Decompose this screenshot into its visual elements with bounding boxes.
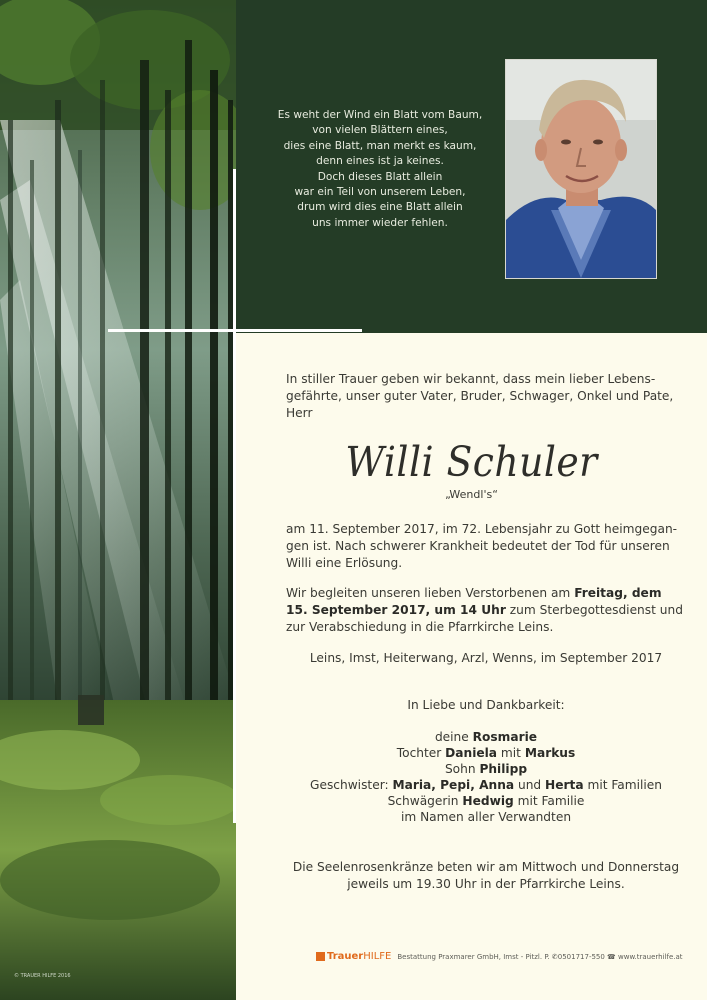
mourner-text: mit Familie <box>513 794 585 808</box>
funeral-date-bold: 15. September 2017, um 14 Uhr <box>286 603 506 617</box>
mourner-text: Tochter <box>396 746 446 760</box>
portrait-photo <box>505 59 657 279</box>
poem-line: war ein Teil von unserem Leben, <box>294 186 466 199</box>
mourner-name: Rosmarie <box>472 730 538 744</box>
footer <box>316 951 683 962</box>
death-line: Willi eine Erlösung. <box>286 556 403 570</box>
funeral-text-part: Wir begleiten unseren lieben Verstorbenen am <box>286 586 575 600</box>
mourner-text: Geschwister: <box>310 778 393 792</box>
funeral-line: zur Verabschiedung in die Pfarrkirche Leins. <box>286 620 554 634</box>
poem-line: uns immer wieder fehlen. <box>312 216 448 229</box>
death-line: gen ist. Nach schwerer Krankheit bedeutet der Tod für unseren <box>286 539 670 553</box>
poem-line: Es weht der Wind ein Blatt vom Baum, <box>277 109 483 121</box>
mourner-line: im Namen aller Verwandten <box>400 810 572 824</box>
places-line: Leins, Imst, Heiterwang, Arzl, Wenns, im September 2017 <box>309 651 663 665</box>
mourner-text: Schwägerin <box>387 794 463 808</box>
funeral-date-bold: Freitag, dem <box>574 586 662 600</box>
mourner-text: mit <box>497 746 525 760</box>
forest-photo <box>0 0 236 1000</box>
rosary-text <box>286 859 686 893</box>
mourner-name: Daniela <box>445 746 498 760</box>
trauerhilfe-logo-text <box>327 951 391 962</box>
poem-line: dies eine Blatt, man merkt es kaum, <box>283 139 477 152</box>
mourner-line <box>286 777 686 793</box>
poem-line: von vielen Blättern eines, <box>312 124 448 137</box>
mourner-line <box>286 761 686 777</box>
mourner-text: mit Familien <box>583 778 662 792</box>
announcement-line: Herr <box>286 406 313 420</box>
funeral-line <box>286 602 686 619</box>
mourner-line <box>286 745 686 761</box>
poem-line: drum wird dies eine Blatt allein <box>297 201 463 214</box>
mourner-name: Maria, Pepi, Anna <box>392 778 515 792</box>
logo-text-a: Trauer <box>327 951 364 962</box>
mourner-text: und <box>514 778 546 792</box>
image-credit: © TRAUER HILFE 2016 <box>14 973 71 979</box>
funeral-line <box>286 585 686 602</box>
mourner-name: Philipp <box>479 762 528 776</box>
mourner-text: Sohn <box>444 762 480 776</box>
death-text <box>286 521 686 572</box>
mourner-line <box>286 729 686 745</box>
announcement-line: gefährte, unser guter Vater, Bruder, Schwager, Onkel und Pate, <box>286 389 674 403</box>
mourner-name: Hedwig <box>462 794 514 808</box>
funeral-text <box>286 585 686 636</box>
signoff: In Liebe und Dankbarkeit: <box>407 698 565 712</box>
poem-line: Doch dieses Blatt allein <box>317 170 443 183</box>
deceased-nickname: „Wendl's“ <box>445 488 498 501</box>
funeral-text-part: zum Sterbegottesdienst und <box>505 603 683 617</box>
footer-contact: Bestattung Praxmarer GmbH, Imst - Pitzl. P. ✆0501717-550 ☎ www.trauerhilfe.at <box>397 952 683 961</box>
rosary-line: Die Seelenrosenkränze beten wir am Mittwoch und Donnerstag <box>292 860 680 874</box>
cross-horizontal-bar <box>108 329 362 332</box>
announcement-text <box>286 371 686 422</box>
mourner-text: deine <box>434 730 473 744</box>
logo-text-b: HILFE <box>363 951 392 962</box>
announcement-line: In stiller Trauer geben wir bekannt, dass mein lieber Lebens- <box>286 372 656 386</box>
mourner-line <box>286 793 686 809</box>
mourner-name: Markus <box>524 746 576 760</box>
rosary-line: jeweils um 19.30 Uhr in der Pfarrkirche Leins. <box>347 877 625 891</box>
death-line: am 11. September 2017, im 72. Lebensjahr zu Gott heimgegan- <box>286 522 678 536</box>
trauerhilfe-logo-icon <box>316 952 325 961</box>
mourners-list <box>286 729 686 825</box>
deceased-name: Willi Schuler <box>345 438 598 486</box>
poem-line: denn eines ist ja keines. <box>316 155 444 168</box>
poem <box>262 108 498 231</box>
mourner-name: Herta <box>545 778 584 792</box>
